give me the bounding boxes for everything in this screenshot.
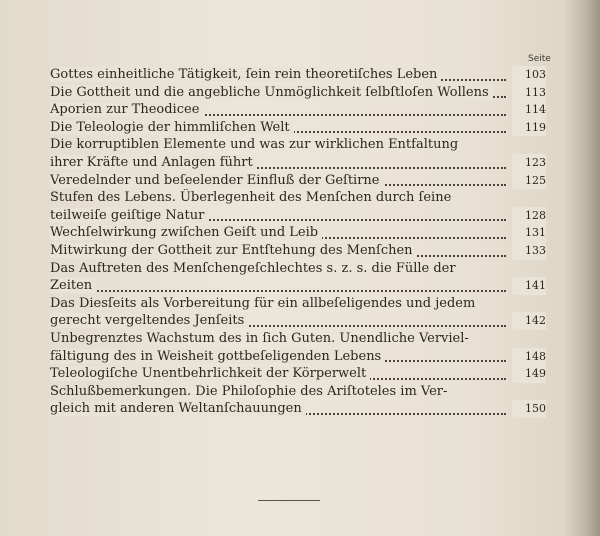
- page-gutter-shadow: [564, 0, 600, 536]
- toc-entry-page-number: 123: [512, 154, 546, 172]
- toc-entry: [50, 119, 546, 137]
- toc-entry-page-number: 148: [512, 348, 546, 366]
- toc-entry: [50, 189, 546, 224]
- toc-entry-line: [50, 101, 546, 119]
- toc-entry-page-number: 133: [512, 242, 546, 260]
- toc-entry-line: [50, 189, 546, 207]
- toc-entry-title: fältigung des in Weisheit gottbeſeligenden Lebens: [50, 349, 385, 364]
- toc-entry-line: [50, 224, 546, 242]
- toc-entry: [50, 224, 546, 242]
- toc-entry-line: [50, 154, 546, 172]
- toc-entry-page-number: 149: [512, 365, 546, 383]
- toc-entry-title: Teleologiſche Unentbehrlichkeit der Körperwelt: [50, 366, 370, 381]
- toc-entry-page-number: 150: [512, 400, 546, 418]
- toc-entry-line: [50, 348, 546, 366]
- toc-entry: [50, 172, 546, 190]
- dot-leader: [50, 290, 506, 292]
- toc-entry: [50, 84, 546, 102]
- toc-entry-line: [50, 365, 546, 383]
- toc-entry-page-number: 119: [512, 119, 546, 137]
- closing-rule: [258, 500, 320, 501]
- toc-entry: [50, 66, 546, 84]
- toc-entry-line: [50, 312, 546, 330]
- toc-entry: [50, 330, 546, 365]
- toc-entry-page-number: 103: [512, 66, 546, 84]
- toc-entry-title: gleich mit anderen Weltanſchauungen: [50, 401, 306, 416]
- toc-entry-title: teilweiſe geiſtige Natur: [50, 208, 208, 223]
- table-of-contents: [50, 66, 546, 418]
- toc-entry-page-number: 142: [512, 312, 546, 330]
- toc-entry-title: Das Auftreten des Menſchengeſchlechtes s. z. s. die Fülle der: [50, 260, 456, 276]
- toc-entry-line: [50, 330, 546, 348]
- toc-entry-title: Unbegrenztes Wachstum des in ſich Guten. Unendliche Verviel-: [50, 330, 469, 346]
- toc-entry: [50, 383, 546, 418]
- toc-entry-title: Die Teleologie der himmliſchen Welt: [50, 120, 294, 135]
- toc-entry-line: [50, 277, 546, 295]
- toc-entry-title: Wechſelwirkung zwiſchen Geiſt und Leib: [50, 225, 322, 240]
- toc-entry: [50, 101, 546, 119]
- toc-entry-line: [50, 383, 546, 401]
- toc-entry-page-number: 113: [512, 84, 546, 102]
- toc-entry: [50, 365, 546, 383]
- toc-entry-title: ihrer Kräfte und Anlagen führt: [50, 155, 257, 170]
- toc-entry-line: [50, 172, 546, 190]
- toc-entry: [50, 242, 546, 260]
- toc-entry: [50, 260, 546, 295]
- toc-entry-title: Gottes einheitliche Tätigkeit, ſein rein theoretiſches Leben: [50, 67, 441, 82]
- toc-entry-line: [50, 66, 546, 84]
- toc-entry-line: [50, 400, 546, 418]
- toc-entry-page-number: 114: [512, 101, 546, 119]
- toc-entry-title: gerecht vergeltendes Jenſeits: [50, 313, 248, 328]
- toc-entry-page-number: 131: [512, 224, 546, 242]
- toc-entry: [50, 295, 546, 330]
- toc-entry-line: [50, 136, 546, 154]
- toc-entry-title: Zeiten: [50, 278, 96, 293]
- page-column-label: Seite: [528, 54, 551, 64]
- toc-entry: [50, 136, 546, 171]
- toc-entry-line: [50, 242, 546, 260]
- toc-entry-title: Die korruptiblen Elemente und was zur wirklichen Entfaltung: [50, 137, 459, 153]
- toc-entry-title: Stufen des Lebens. Überlegenheit des Menſchen durch ſeine: [50, 190, 452, 206]
- toc-entry-line: [50, 207, 546, 225]
- toc-entry-page-number: 128: [512, 207, 546, 225]
- toc-entry-line: [50, 84, 546, 102]
- toc-entry-page-number: 125: [512, 172, 546, 190]
- toc-entry-line: [50, 119, 546, 137]
- toc-entry-title: Mitwirkung der Gottheit zur Entſtehung des Menſchen: [50, 243, 417, 258]
- toc-entry-title: Schlußbemerkungen. Die Philoſophie des Ariſtoteles im Ver-: [50, 383, 448, 399]
- toc-entry-title: Die Gottheit und die angebliche Unmöglichkeit ſelbſtloſen Wollens: [50, 85, 493, 100]
- toc-entry-title: Das Diesſeits als Vorbereitung für ein allbeſeligendes und jedem: [50, 295, 476, 311]
- toc-entry-title: Veredelnder und beſeelender Einfluß der Geſtirne: [50, 173, 384, 188]
- toc-entry-page-number: 141: [512, 277, 546, 295]
- toc-entry-line: [50, 295, 546, 313]
- toc-entry-line: [50, 260, 546, 278]
- toc-entry-title: Aporien zur Theodicee: [50, 102, 203, 117]
